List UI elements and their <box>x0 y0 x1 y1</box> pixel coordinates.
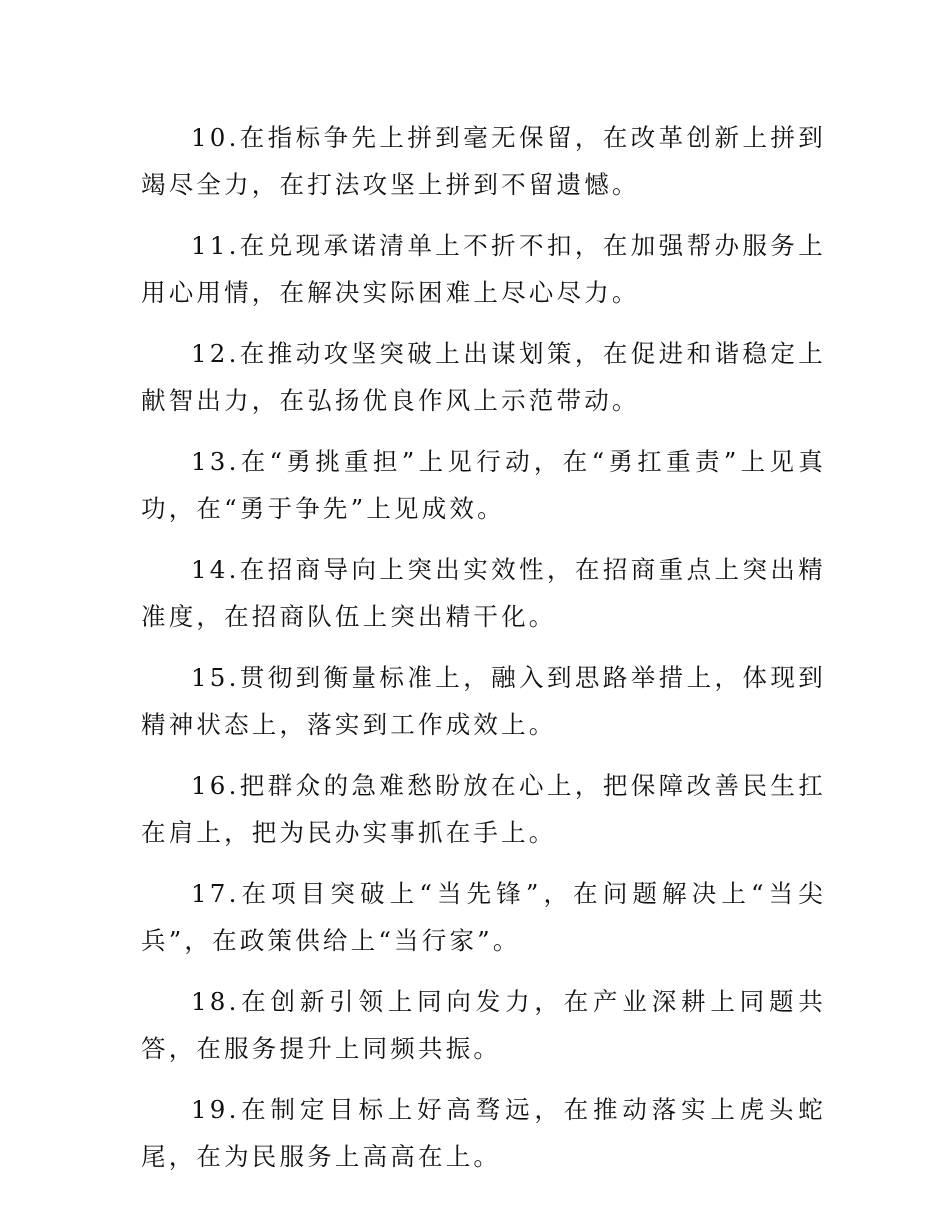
paragraph-15: 15.贯彻到衡量标准上，融入到思路举措上，体现到精神状态上，落实到工作成效上。 <box>141 663 826 739</box>
paragraph-16: 16.把群众的急难愁盼放在心上，把保障改善民生扛在肩上，把为民办实事抓在手上。 <box>141 771 826 847</box>
paragraph-17: 17.在项目突破上“当先锋”，在问题解决上“当尖兵”，在政策供给上“当行家”。 <box>141 879 826 955</box>
document-body <box>141 114 826 1194</box>
paragraph-18: 18.在创新引领上同向发力，在产业深耕上同题共答，在服务提升上同频共振。 <box>141 987 826 1063</box>
paragraph-13: 13.在“勇挑重担”上见行动，在“勇扛重责”上见真功，在“勇于争先”上见成效。 <box>141 447 826 523</box>
paragraph-11: 11.在兑现承诺清单上不折不扣，在加强帮办服务上用心用情，在解决实际困难上尽心尽力。 <box>141 231 826 307</box>
paragraph-12: 12.在推动攻坚突破上出谋划策，在促进和谐稳定上献智出力，在弘扬优良作风上示范带动。 <box>141 339 826 415</box>
paragraph-14: 14.在招商导向上突出实效性，在招商重点上突出精准度，在招商队伍上突出精干化。 <box>141 555 826 631</box>
paragraph-10: 10.在指标争先上拼到毫无保留，在改革创新上拼到竭尽全力，在打法攻坚上拼到不留遗憾。 <box>141 123 826 199</box>
paragraph-19: 19.在制定目标上好高骛远，在推动落实上虎头蛇尾，在为民服务上高高在上。 <box>141 1095 826 1171</box>
